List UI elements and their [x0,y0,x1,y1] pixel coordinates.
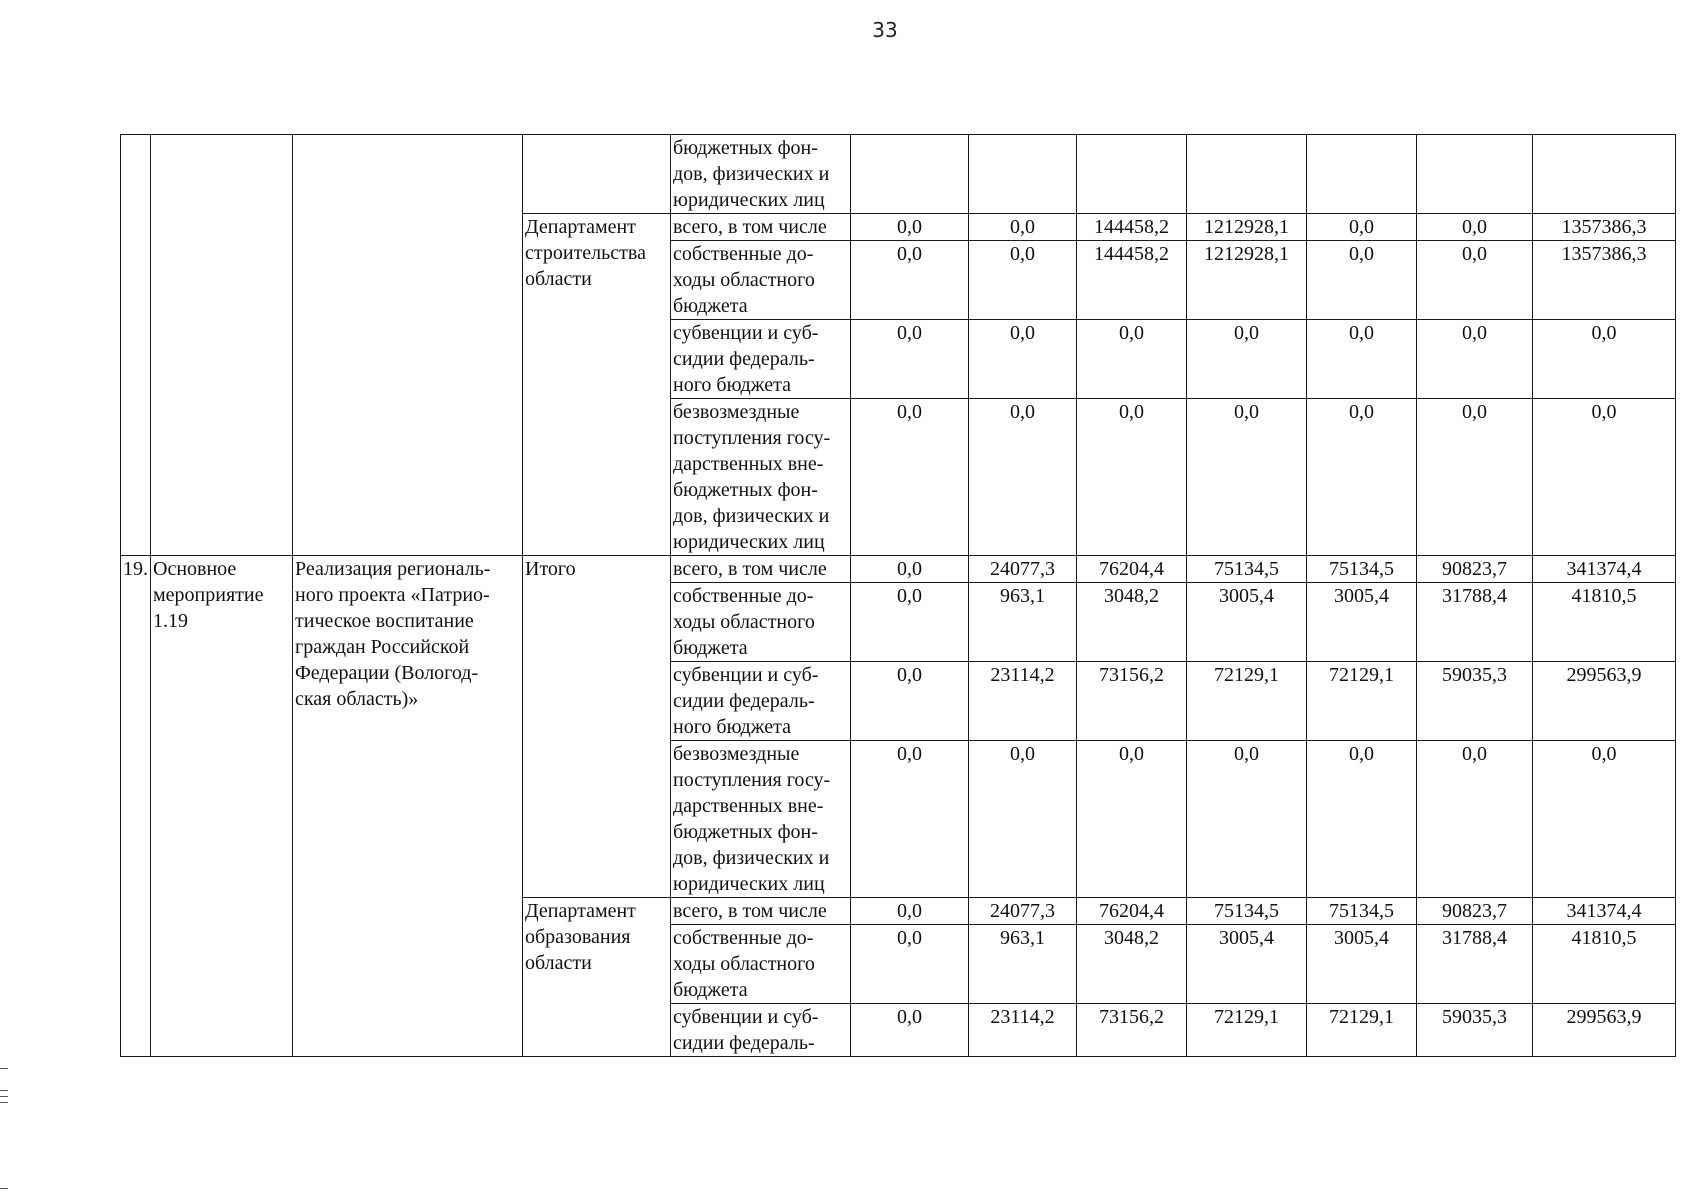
value-cell: 0,0 [1417,214,1533,241]
scan-mark [0,1068,8,1069]
value-cell: 144458,2 [1077,214,1187,241]
value-cell: 75134,5 [1187,556,1307,583]
scan-mark [0,1188,8,1189]
value-cell: 23114,2 [969,662,1077,741]
value-cell: 72129,1 [1307,662,1417,741]
value-cell: 1357386,3 [1533,214,1676,241]
value-cell: 341374,4 [1533,556,1676,583]
value-cell: 1357386,3 [1533,241,1676,320]
value-cell: 41810,5 [1533,583,1676,662]
funding-source-cell: безвозмездные поступления госу- дарственных вне- бюджетных фон- дов, физических и юридических лиц [671,741,851,898]
value-cell: 76204,4 [1077,556,1187,583]
value-cell: 0,0 [1533,741,1676,898]
value-cell: 0,0 [1307,320,1417,399]
value-cell: 75134,5 [1187,898,1307,925]
value-cell: 0,0 [1187,320,1307,399]
value-cell [969,135,1077,214]
value-cell: 72129,1 [1187,1004,1307,1057]
value-cell: 0,0 [969,741,1077,898]
value-cell: 72129,1 [1307,1004,1417,1057]
value-cell: 0,0 [1307,214,1417,241]
value-cell: 0,0 [969,214,1077,241]
value-cell: 299563,9 [1533,1004,1676,1057]
value-cell: 31788,4 [1417,583,1533,662]
value-cell: 0,0 [851,320,969,399]
value-cell: 73156,2 [1077,1004,1187,1057]
value-cell: 0,0 [1533,399,1676,556]
value-cell: 76204,4 [1077,898,1187,925]
value-cell: 0,0 [1077,320,1187,399]
funding-source-cell: собственные до- ходы областного бюджета [671,241,851,320]
value-cell: 0,0 [969,320,1077,399]
executor-cell: Итого [523,556,671,898]
funding-source-cell: собственные до- ходы областного бюджета [671,925,851,1004]
value-cell: 3005,4 [1307,583,1417,662]
title-cell [293,135,523,556]
value-cell: 75134,5 [1307,556,1417,583]
value-cell: 0,0 [851,583,969,662]
page-number: 33 [872,18,898,42]
value-cell: 0,0 [851,1004,969,1057]
value-cell: 0,0 [1307,399,1417,556]
funding-source-cell: субвенции и суб- сидии федераль- ного бюджета [671,662,851,741]
value-cell: 0,0 [851,925,969,1004]
value-cell: 0,0 [1417,399,1533,556]
value-cell: 24077,3 [969,556,1077,583]
title-cell: Реализация региональ- ного проекта «Патрио- тическое воспитание граждан Российской Федерации (Вологод- ская область)» [293,556,523,1057]
row-number-cell: 19. [121,556,151,1057]
value-cell: 72129,1 [1187,662,1307,741]
value-cell: 75134,5 [1307,898,1417,925]
value-cell: 0,0 [851,898,969,925]
value-cell: 0,0 [1187,399,1307,556]
value-cell: 0,0 [1533,320,1676,399]
funding-source-cell: субвенции и суб- сидии федераль- ного бюджета [671,320,851,399]
value-cell: 0,0 [851,241,969,320]
event-cell [151,135,293,556]
funding-source-cell: всего, в том числе [671,556,851,583]
value-cell: 0,0 [1077,741,1187,898]
value-cell: 0,0 [1417,741,1533,898]
value-cell: 0,0 [1307,241,1417,320]
value-cell: 3005,4 [1187,925,1307,1004]
value-cell: 1212928,1 [1187,241,1307,320]
value-cell: 0,0 [851,662,969,741]
scan-mark [0,1090,8,1091]
scan-mark [0,1102,8,1103]
value-cell: 23114,2 [969,1004,1077,1057]
value-cell: 0,0 [851,741,969,898]
value-cell: 1212928,1 [1187,214,1307,241]
value-cell [851,135,969,214]
funding-source-cell: всего, в том числе [671,898,851,925]
budget-table [120,134,1676,1057]
table-row [121,556,1676,583]
value-cell: 73156,2 [1077,662,1187,741]
value-cell: 299563,9 [1533,662,1676,741]
value-cell: 3005,4 [1187,583,1307,662]
value-cell: 31788,4 [1417,925,1533,1004]
funding-source-cell: субвенции и суб- сидии федераль- [671,1004,851,1057]
executor-cell [523,135,671,214]
value-cell: 41810,5 [1533,925,1676,1004]
row-number-cell [121,135,151,556]
value-cell: 0,0 [969,399,1077,556]
value-cell: 0,0 [1077,399,1187,556]
value-cell: 59035,3 [1417,1004,1533,1057]
value-cell: 341374,4 [1533,898,1676,925]
funding-source-cell: бюджетных фон- дов, физических и юридических лиц [671,135,851,214]
executor-cell: Департамент строительства области [523,214,671,556]
value-cell: 0,0 [1417,241,1533,320]
funding-source-cell: всего, в том числе [671,214,851,241]
value-cell: 963,1 [969,925,1077,1004]
value-cell: 24077,3 [969,898,1077,925]
value-cell [1077,135,1187,214]
funding-source-cell: собственные до- ходы областного бюджета [671,583,851,662]
value-cell: 0,0 [851,556,969,583]
value-cell: 0,0 [969,241,1077,320]
value-cell: 0,0 [1187,741,1307,898]
value-cell [1187,135,1307,214]
value-cell: 0,0 [1417,320,1533,399]
value-cell: 3048,2 [1077,925,1187,1004]
value-cell [1307,135,1417,214]
executor-cell: Департамент образования области [523,898,671,1057]
value-cell: 90823,7 [1417,556,1533,583]
funding-source-cell: безвозмездные поступления госу- дарственных вне- бюджетных фон- дов, физических и юридических лиц [671,399,851,556]
value-cell: 0,0 [851,214,969,241]
event-cell: Основное мероприятие 1.19 [151,556,293,1057]
table-body [121,135,1676,1057]
value-cell: 963,1 [969,583,1077,662]
value-cell: 90823,7 [1417,898,1533,925]
value-cell: 0,0 [1307,741,1417,898]
table-row [121,135,1676,214]
value-cell: 59035,3 [1417,662,1533,741]
value-cell: 0,0 [851,399,969,556]
value-cell [1533,135,1676,214]
value-cell: 3005,4 [1307,925,1417,1004]
value-cell [1417,135,1533,214]
scan-mark [0,1096,8,1097]
value-cell: 3048,2 [1077,583,1187,662]
value-cell: 144458,2 [1077,241,1187,320]
